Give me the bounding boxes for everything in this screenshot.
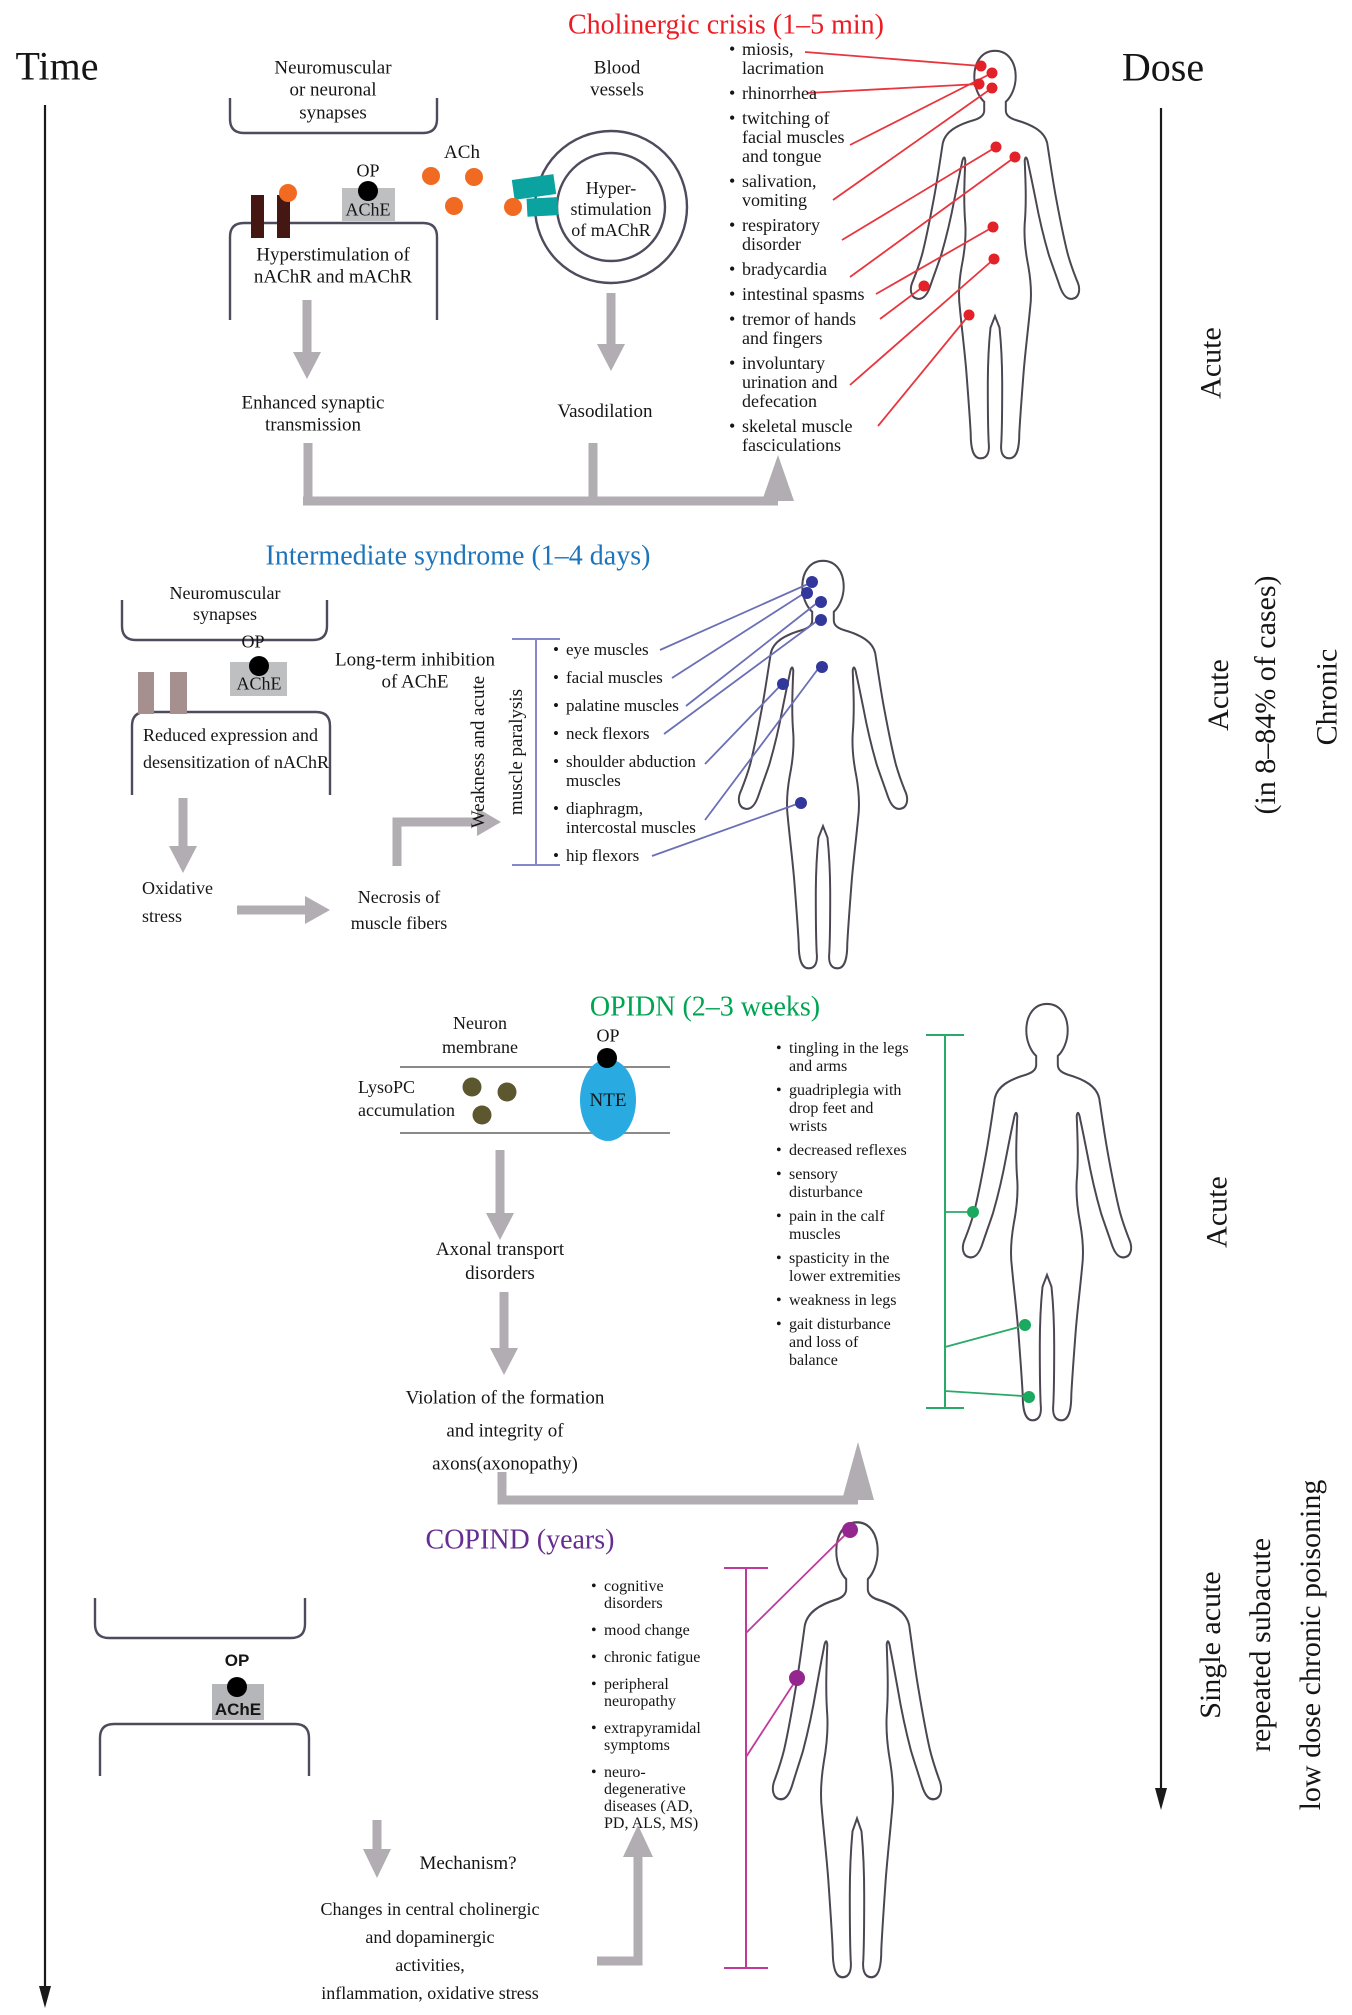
- side-label-acute-2-line1: Acute: [1202, 659, 1235, 731]
- s1-ache-label: AChE: [345, 199, 391, 220]
- s1-hyper-machr-line2: stimulation: [570, 199, 652, 220]
- side-label-dose-modes: [1186, 1455, 1336, 1835]
- s3-title: OPIDN (2–3 weeks): [589, 991, 821, 1023]
- s4-synapse-brackets: [95, 1598, 309, 1776]
- list-item: • peripheral neuropathy: [590, 1676, 710, 1710]
- s3-lysopc-molecules: [463, 1078, 517, 1125]
- s2-inhibition-label: Long-term inhibition of AChE: [335, 649, 495, 693]
- s4-changes-line2: and dopaminergic: [365, 1927, 495, 1947]
- side-label-acute-2-line2: (in 8–84% of cases): [1249, 575, 1282, 815]
- s2-necrosis-label: Necrosis of muscle fibers: [350, 887, 448, 933]
- list-item: • cognitive disorders: [590, 1578, 710, 1612]
- list-item: • bradycardia: [728, 260, 868, 279]
- list-item: • sensory disturbance: [775, 1166, 909, 1202]
- list-item: • spasticity in the lower extremities: [775, 1250, 909, 1286]
- s1-symptom-list: [728, 40, 868, 461]
- dose-mode-repeated-subacute: repeated subacute: [1244, 1537, 1277, 1753]
- s3-symptom-list: [775, 1040, 909, 1376]
- s4-mechanism-label: Mechanism?: [419, 1852, 517, 1874]
- s2-oxidative-label: Oxidative stress: [142, 878, 213, 926]
- s2-reduced-label: Reduced expression and desensitization of nAChR: [143, 725, 329, 772]
- list-item: • palatine muscles: [552, 696, 697, 715]
- s3-lysopc-label: LysoPC accumulation: [358, 1077, 455, 1120]
- s4-op-molecule-dot: [227, 1677, 247, 1697]
- s1-synapse-label: Neuromuscular or neuronal synapses: [274, 57, 392, 124]
- list-item: • guadriplegia with drop feet and wrists: [775, 1082, 909, 1136]
- s1-hyper-machr-line1: Hyper-: [585, 178, 637, 199]
- list-item: • tingling in the legs and arms: [775, 1040, 909, 1076]
- body-figure-copind: [773, 1522, 941, 1977]
- list-item: • weakness in legs: [775, 1292, 909, 1310]
- list-item: • skeletal muscle fasciculations: [728, 417, 868, 455]
- s3-axonal-label: Axonal transport disorders: [435, 1239, 565, 1284]
- s4-changes-line1: Changes in central cholinergic: [320, 1899, 540, 1919]
- dose-axis-label: Dose: [1121, 44, 1205, 90]
- list-item: • chronic fatigue: [590, 1649, 710, 1666]
- s4-changes-label: [320, 1895, 539, 2007]
- list-item: • mood change: [590, 1622, 710, 1639]
- time-axis-label: Time: [15, 43, 99, 89]
- s2-synapse-label: Neuromuscular synapses: [169, 582, 281, 624]
- s4-ache-label: AChE: [214, 1699, 262, 1719]
- side-label-chronic: Chronic: [1310, 648, 1344, 746]
- s4-op-label: OP: [224, 1650, 250, 1670]
- s4-changes-line4: inflammation, oxidative stress: [321, 1983, 539, 2003]
- s3-nte-label: NTE: [589, 1089, 627, 1111]
- s1-nachr-receptors: [251, 195, 290, 238]
- list-item: • pain in the calf muscles: [775, 1208, 909, 1244]
- side-label-acute-3: Acute: [1200, 1176, 1234, 1248]
- s3-op-molecule-dot: [597, 1048, 617, 1068]
- s3-op-label: OP: [596, 1025, 620, 1046]
- list-item: • eye muscles: [552, 640, 697, 659]
- list-item: • respiratory disorder: [728, 216, 868, 254]
- s1-ach-molecules: [279, 167, 522, 216]
- s1-enhanced-label: Enhanced synaptic transmission: [241, 392, 385, 436]
- list-item: • decreased reflexes: [775, 1142, 909, 1160]
- list-item: • neck flexors: [552, 724, 697, 743]
- s2-title: Intermediate syndrome (1–4 days): [265, 540, 651, 572]
- s1-title: Cholinergic crisis (1–5 min): [568, 9, 884, 41]
- list-item: • extrapyramidal symptoms: [590, 1720, 710, 1754]
- time-axis-arrowhead: [39, 1986, 51, 2008]
- s2-bracket-label: Weakness and acute muscle paralysis: [468, 675, 527, 829]
- s1-hyper-machr-label: [571, 178, 652, 242]
- s1-hyper-machr-line3: of mAChR: [571, 220, 651, 241]
- side-label-acute-2: [1195, 535, 1289, 855]
- s1-vasodilation-label: Vasodilation: [557, 400, 653, 422]
- s1-blood-vessels-label: Blood vessels: [590, 57, 644, 101]
- s2-ache-label: AChE: [236, 673, 282, 694]
- s4-bracket: [724, 1568, 768, 1968]
- s1-ach-label: ACh: [444, 141, 480, 163]
- body-figure-opidn: [963, 1004, 1131, 1420]
- s1-op-molecule-dot: [358, 181, 378, 201]
- list-item: • rhinorrhea: [728, 84, 868, 103]
- s4-changes-line3: activities,: [395, 1955, 465, 1975]
- s3-violation-label: Violation of the formation and integrity of axons(axonopathy): [405, 1387, 605, 1475]
- s4-title: COPIND (years): [425, 1524, 615, 1556]
- s3-membrane-label: Neuron membrane: [442, 1013, 518, 1057]
- list-item: • salivation, vomiting: [728, 172, 868, 210]
- s2-op-label: OP: [241, 631, 265, 652]
- list-item: • tremor of hands and fingers: [728, 310, 868, 348]
- s2-symptom-list: [552, 640, 697, 874]
- s3-bracket: [926, 1035, 964, 1408]
- s2-nachr-receptors: [138, 672, 187, 714]
- list-item: • hip flexors: [552, 846, 697, 865]
- list-item: • shoulder abduction muscles: [552, 752, 697, 790]
- list-item: • intestinal spasms: [728, 285, 868, 304]
- dose-axis-arrowhead: [1155, 1788, 1167, 1810]
- s4-symptom-list: [590, 1578, 710, 1842]
- list-item: • facial muscles: [552, 668, 697, 687]
- side-label-acute-1: Acute: [1194, 327, 1228, 399]
- list-item: • neuro-degenerative diseases (AD, PD, ALS, MS): [590, 1764, 710, 1832]
- dose-mode-single-acute: Single acute: [1194, 1571, 1227, 1719]
- list-item: • gait disturbance and loss of balance: [775, 1316, 909, 1370]
- s1-hyperstimulation-label: Hyperstimulation of nAChR and mAChR: [253, 244, 413, 288]
- list-item: • twitching of facial muscles and tongue: [728, 109, 868, 166]
- list-item: • involuntary urination and defecation: [728, 354, 868, 411]
- list-item: • diaphragm, intercostal muscles: [552, 799, 697, 837]
- list-item: • miosis, lacrimation: [728, 40, 868, 78]
- dose-mode-low-dose-chronic: low dose chronic poisoning: [1294, 1479, 1327, 1811]
- s1-op-label: OP: [356, 160, 380, 181]
